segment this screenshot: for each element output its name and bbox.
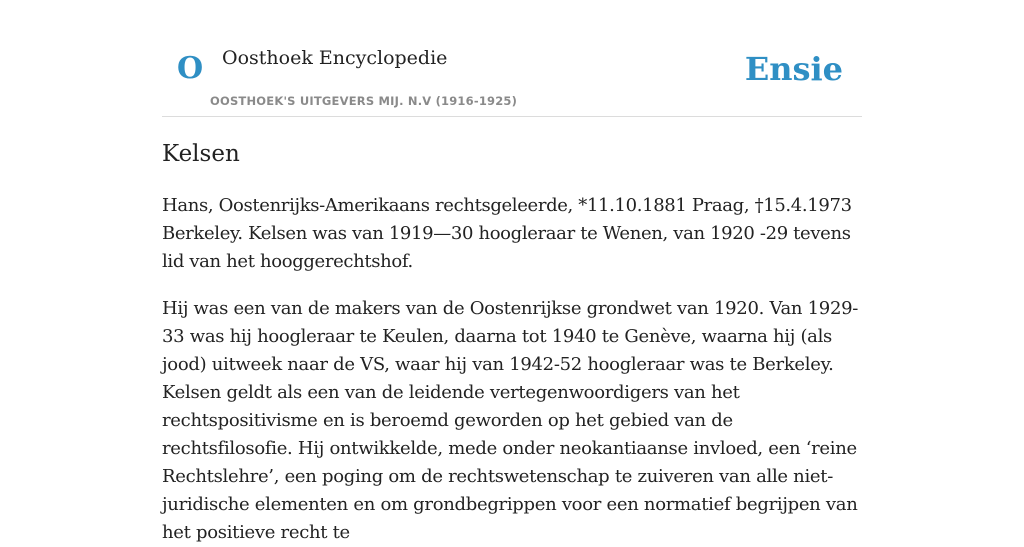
entry-title: Kelsen <box>162 141 240 167</box>
site-header <box>162 0 862 117</box>
entry-content <box>162 136 862 547</box>
book-title: Oosthoek Encyclopedie <box>222 47 448 69</box>
entry-paragraph-1: Hans, Oostenrijks-Amerikaans rechtsgeleerde, *11.10.1881 Praag, †15.4.1973 Berkeley. Kelsen was van 1919—30 hoogleraar te Wenen, van 1920 -29 tevens lid van het hooggerechtshof. <box>162 195 852 272</box>
ensie-logo-link[interactable]: Ensie <box>744 50 843 88</box>
entry-paragraph-2: Hij was een van de makers van de Oostenrijkse grondwet van 1920. Van 1929-33 was hij hoogleraar te Keulen, daarna tot 1940 te Genève, waarna hij (als jood) uitweek naar de VS, waar hij van 1942-52 hoogleraar was te Berkeley. Kelsen geldt als een van de leidende vertegenwoordigers van het rechtspositivisme en is beroemd geworden op het gebied van de rechtsfilosofie. Hij ontwikkelde, mede onder neokantiaanse invloed, een ‘reine Rechtslehre’, een poging om de rechtswetenschap te zuiveren van alle niet-juridische elementen en om grondbegrippen voor een normatief begrijpen van het positieve recht te <box>162 298 859 543</box>
publisher-info: OOSTHOEK'S UITGEVERS MIJ. N.V (1916-1925) <box>210 94 518 108</box>
book-logo-link[interactable]: O <box>177 51 204 86</box>
